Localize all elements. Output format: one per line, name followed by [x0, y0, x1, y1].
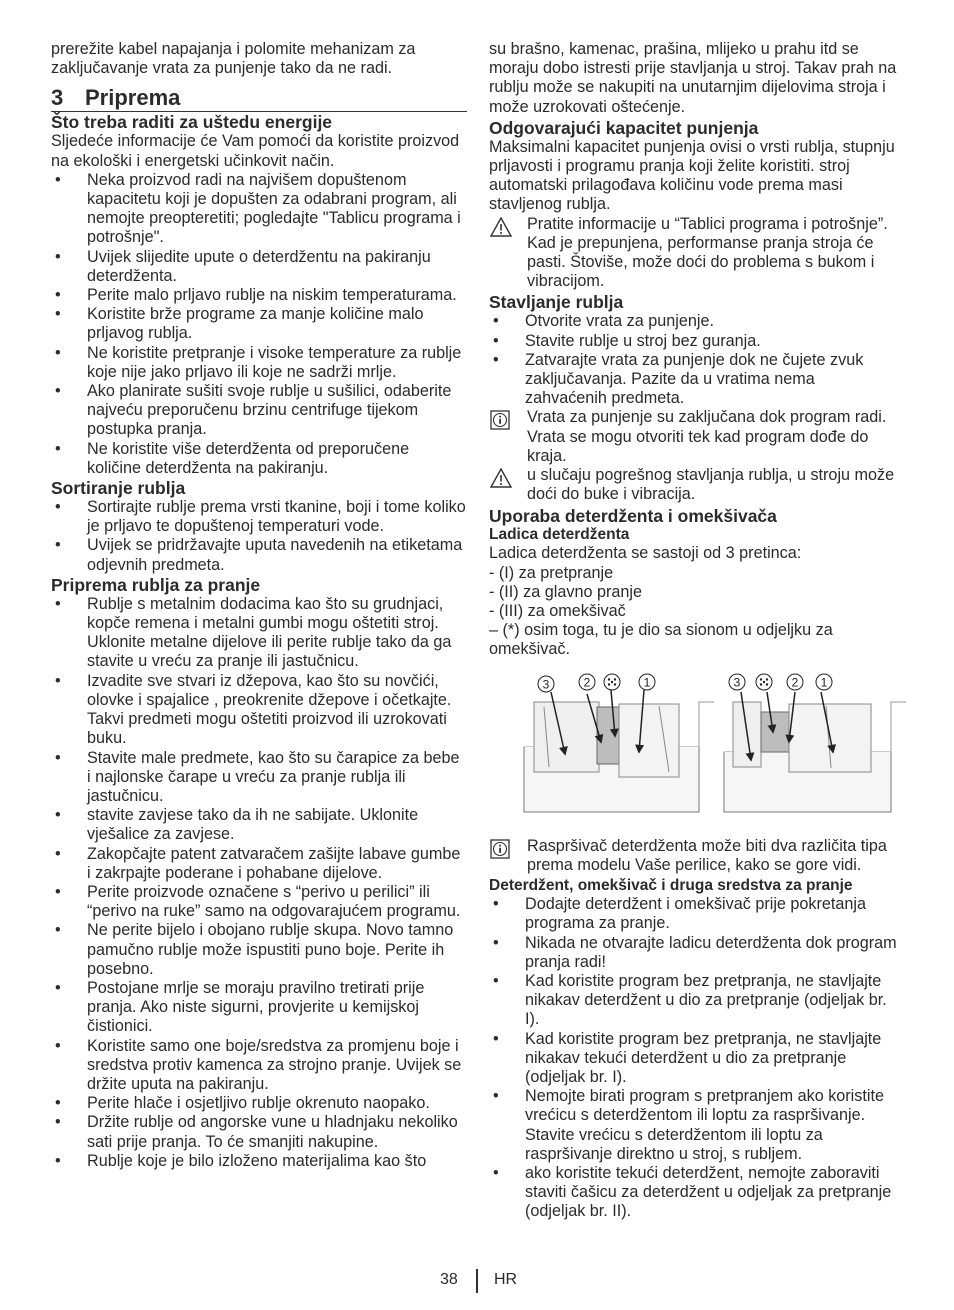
list-item: • Ne koristite pretpranje i visoke temperature za rublje koje nije jako prljavo ili koje ne sadrži mrlje. — [55, 343, 462, 381]
bullet: • — [55, 882, 61, 901]
bullet: • — [55, 247, 61, 266]
list-item: • Sortirajte rublje prema vrsti tkanine, boji i tome koliko je prljavo te dopuštenoj temperaturi vode. — [55, 498, 466, 536]
agents-heading: Deterdžent, omekšivač i druga sredstva za pranje — [489, 877, 853, 895]
prep-list — [51, 595, 467, 1171]
list-item: • Koristite brže programe za manje količine malo prljavog rublja. — [55, 305, 424, 343]
page-number: 38 — [440, 1271, 458, 1288]
list-item: • Zakopčajte patent zatvaračem zašijte labave gumbe i zakrpajte poderane i pohabane dijelove. — [55, 844, 461, 882]
sorting-list — [51, 498, 467, 575]
bullet: • — [55, 498, 61, 517]
bullet: • — [493, 350, 499, 369]
info-icon — [490, 839, 510, 859]
drawer-line: – (*) osim toga, tu je dio sa sionom u odjeljku za omekšivač. — [489, 621, 833, 659]
bullet: • — [55, 594, 61, 613]
label-2: 2 — [791, 675, 799, 690]
list-item: • Zatvarajte vrata za punjenje dok ne čujete zvuk zaključavanja. Pazite da u vratima nema zahvaćenih predmeta. — [493, 350, 864, 408]
loading-warning-text: u slučaju pogrešnog stavljanja rublja, u stroju može doći do buke i vibracija. — [527, 466, 895, 504]
energy-heading: Što treba raditi za uštedu energije — [51, 112, 333, 133]
bullet: • — [55, 382, 61, 401]
energy-intro: Sljedeće informacije će Vam pomoći da koristite proizvod na ekološki i energetski učinkovit način. — [51, 132, 460, 170]
list-item: • Stavite rublje u stroj bez guranja. — [493, 331, 761, 350]
capacity-heading: Odgovarajući kapacitet punjenja — [489, 117, 759, 138]
list-item: • Perite malo prljavo rublje na niskim temperaturama. — [55, 286, 457, 305]
list-item: • Rublje s metalnim dodacima kao što su grudnjaci, kopče remena i metalni gumbi mogu oštetiti stroj. Uklonite metalne dijelove ili perite rublje tako da ga stavite u vreću za pranje ili jastučnicu. — [55, 594, 452, 671]
language-code: HR — [494, 1271, 518, 1288]
list-item: • Ne perite bijelo i obojano rublje skupa. Novo tamno pamučno rublje može ispustiti puno boje. Perite ih posebno. — [55, 921, 454, 978]
drawer-line: - (III) za omekšivač — [489, 602, 626, 621]
bullet: • — [55, 1113, 61, 1132]
bullet: • — [55, 1094, 61, 1113]
list-item: • Rublje koje je bilo izloženo materijalima kao što — [55, 1151, 427, 1170]
bullet: • — [493, 1087, 499, 1106]
drawer-figure-right — [721, 672, 911, 832]
bullet: • — [55, 1036, 61, 1055]
drawer-line: - (I) za pretpranje — [489, 563, 614, 582]
list-item: • Uvijek se pridržavajte uputa navedenih na etiketama odjevnih predmeta. — [55, 536, 463, 574]
list-item: • Ako planirate sušiti svoje rublje u sušilici, odaberite najveću preporučenu brzinu centrifuge tijekom postupka pranja. — [55, 382, 452, 439]
sion-icon — [756, 674, 772, 690]
loading-info — [489, 408, 899, 466]
label-3: 3 — [542, 677, 550, 692]
drawer-line: Ladica deterdženta se sastoji od 3 pretinca: — [489, 544, 802, 563]
bullet: • — [55, 844, 61, 863]
info-icon — [490, 410, 510, 430]
list-item: • Stavite male predmete, kao što su čarapice za bebe i najlonske čarape u vreću za pranje rublja ili jastučnicu. — [55, 748, 460, 805]
capacity-text: Maksimalni kapacitet punjenja ovisi o vrsti rublja, stupnju prljavosti i programu pranja koji želite koristiti. stroj automatski prilagođava količinu vode prema masi stavljenog rublja. — [489, 137, 895, 214]
drawer-line: - (II) za glavno pranje — [489, 582, 642, 601]
dispenser-info — [489, 837, 899, 875]
loading-warning — [489, 466, 899, 504]
list-item: • Perite proizvode označene s “perivo u perilici” ili “perivo na ruke” samo na odgovarajućem programu. — [55, 882, 461, 921]
list-item: • Perite hlače i osjetljivo rublje okrenuto naopako. — [55, 1094, 430, 1113]
bullet: • — [55, 806, 61, 825]
left-column — [51, 40, 467, 1171]
label-1: 1 — [643, 675, 651, 690]
drawer-heading: Ladica deterdženta — [489, 526, 630, 544]
list-item: • Uvijek slijedite upute o deterdžentu na pakiranju deterdženta. — [55, 247, 431, 285]
bullet: • — [55, 671, 61, 690]
bullet: • — [55, 1151, 61, 1170]
sion-icon — [604, 674, 620, 690]
list-item: • ako koristite tekući deterdžent, nemojte zaboraviti staviti čašicu za deterdžent u odjeljak za pretpranje (odjeljak br. II). — [493, 1163, 892, 1221]
bullet: • — [55, 439, 61, 458]
list-item: • Kad koristite program bez pretpranja, ne stavljajte nikakav tekući deterdžent u dio za pretpranje (odjeljak br. I). — [493, 1029, 882, 1086]
bullet: • — [55, 343, 61, 362]
loading-heading: Stavljanje rublja — [489, 292, 624, 313]
label-2: 2 — [583, 675, 591, 690]
bullet: • — [493, 1029, 499, 1048]
bullet: • — [493, 895, 499, 914]
sorting-heading: Sortiranje rublja — [51, 478, 186, 499]
loading-info-text: Vrata za punjenje su zaključana dok program radi. Vrata se mogu otvoriti tek kad program dođe do kraja. — [527, 408, 887, 465]
drawer-figure-left — [519, 672, 719, 832]
detergent-heading: Uporaba deterdženta i omekšivača — [489, 506, 777, 527]
bullet: • — [493, 1163, 499, 1182]
list-item: • Držite rublje od angorske vune u hladnjaku nekoliko sati prije pranja. To će smanjiti nakupine. — [55, 1113, 458, 1151]
footer-divider — [476, 1269, 478, 1293]
list-item: • Kad koristite program bez pretpranja, ne stavljajte nikakav deterdžent u dio za pretpranje (odjeljak br. I). — [493, 971, 887, 1029]
list-item: • stavite zavjese tako da ih ne sabijate. Uklonite vješalice za zavjese. — [55, 806, 419, 844]
warning-triangle-icon — [490, 468, 512, 488]
label-1: 1 — [820, 675, 828, 690]
dispenser-info-text: Raspršivač deterdženta može biti dva različita tipa prema modelu Vaše perilice, kako se gore vidi. — [527, 836, 887, 874]
bullet: • — [493, 971, 499, 990]
bullet: • — [55, 305, 61, 324]
list-item: • Otvorite vrata za punjenje. — [493, 312, 714, 331]
prep-heading: Priprema rublja za pranje — [51, 574, 261, 595]
bullet: • — [493, 312, 499, 331]
bullet: • — [493, 331, 499, 350]
bullet: • — [55, 286, 61, 305]
list-item: • Dodajte deterdžent i omekšivač prije pokretanja programa za pranje. — [493, 895, 867, 933]
list-item: • Postojane mrlje se moraju pravilno tretirati prije pranja. Ako niste sigurni, provjerite u kemijskoj čistionici. — [55, 978, 425, 1036]
agents-list — [489, 895, 899, 1221]
list-item: • Koristite samo one boje/sredstva za promjenu boje i sredstva protiv kamenca za strojno pranje. Uvijek se držite uputa na pakiranju. — [55, 1036, 462, 1093]
bullet: • — [55, 170, 61, 189]
list-item: • Izvadite sve stvari iz džepova, kao što su novčići, olovke i spajalice , preokrenite džepove i očetkajte. Takvi predmeti mogu oštetiti proizvod ili uzrokovati buku. — [55, 671, 452, 748]
bullet: • — [55, 748, 61, 767]
bullet: • — [55, 536, 61, 555]
loading-list — [489, 312, 899, 408]
continuation-text: su brašno, kamenac, prašina, mlijeko u prahu itd se moraju dobo istresti prije stavljanja u stroj. Takav prah na rublju može se nakupiti na unutarnjim dijelovima stroja i može uzrokovati oštećenje. — [489, 40, 897, 116]
list-item: • Nikada ne otvarajte ladicu deterdženta dok program pranja radi! — [493, 933, 897, 971]
section-number: 3 — [51, 85, 64, 111]
intro-text: prerežite kabel napajanja i polomite mehanizam za zaključavanje vrata za punjenje tako da ne radi. — [51, 40, 416, 78]
bullet: • — [55, 978, 61, 997]
bullet: • — [55, 921, 61, 940]
list-item: • Ne koristite više deterdženta od preporučene količine deterdženta na pakiranju. — [55, 439, 410, 477]
list-item: • Neka proizvod radi na najvišem dopuštenom kapacitetu koji je dopušten za odabrani program, ali nemojte preopteretiti; pogledajte "Tablicu programa i potrošnje". — [55, 170, 461, 247]
bullet: • — [493, 933, 499, 952]
capacity-warning-text: Pratite informacije u “Tablici programa i potrošnje”. Kad je prepunjena, performanse pranja stroja će pasti. Štoviše, može doći do problema s bukom i vibracijom. — [527, 214, 888, 291]
list-item: • Nemojte birati program s pretpranjem ako koristite vrećicu s deterdžentom ili loptu za raspršivanje. Stavite vrećicu s deterdžentom ili loptu za raspršivanje direktno u stroj, s rubljem. — [493, 1087, 884, 1163]
right-column — [489, 40, 899, 1222]
drawer-figures — [489, 672, 899, 837]
capacity-warning — [489, 215, 899, 292]
section-title: Priprema — [85, 85, 181, 111]
energy-list — [51, 171, 467, 478]
warning-triangle-icon — [490, 217, 512, 237]
label-3: 3 — [733, 675, 741, 690]
section-heading — [51, 85, 467, 112]
